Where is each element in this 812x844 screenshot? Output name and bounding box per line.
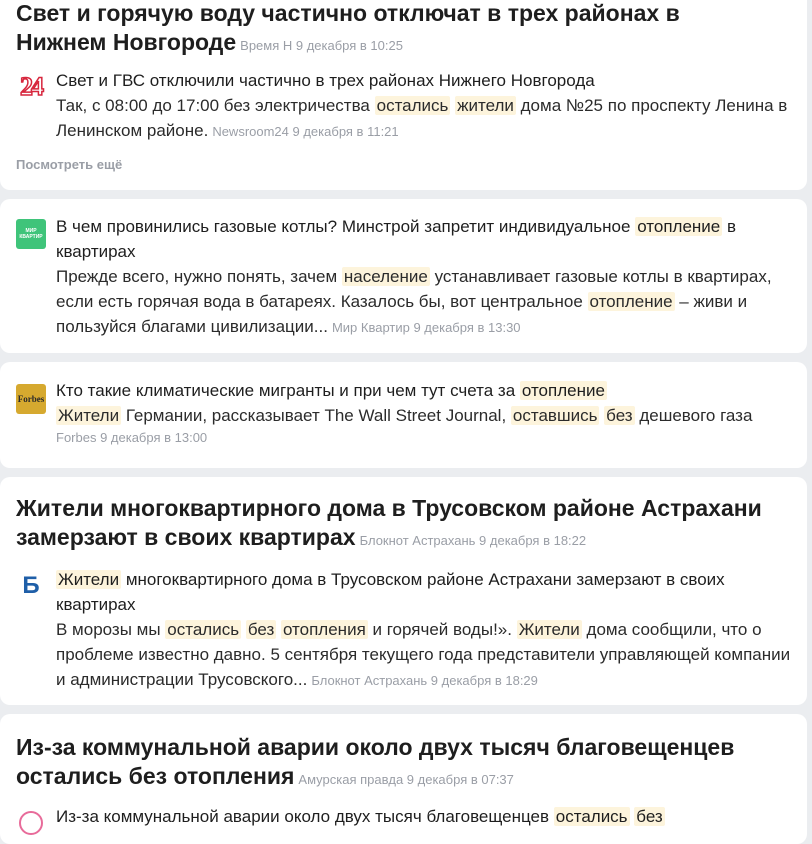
- news-card-1: [0, 0, 807, 190]
- highlight: без: [247, 620, 275, 639]
- item-meta: Forbes 9 декабря в 13:00: [56, 430, 208, 445]
- item-text: В морозы мы остались без отопления и горячей воды!». Жители дома сообщили, что о проблеме известно давно. 5 сентября текущего года представители управляющей компании и администрации Трусовского... Блокнот Астрахань 9 декабря в 18:29: [56, 620, 791, 689]
- story-item[interactable]: [56, 804, 791, 829]
- item-meta: Блокнот Астрахань 9 декабря в 18:29: [311, 673, 538, 688]
- highlight: оставшись: [512, 406, 598, 425]
- show-more-link[interactable]: Посмотреть ещё: [16, 157, 123, 172]
- item-title[interactable]: Жители многоквартирного дома в Трусовском районе Астрахани замерзают в своих квартирах: [56, 570, 725, 614]
- amur-pravda-logo-icon: [16, 808, 46, 838]
- news-card-2: [0, 199, 807, 353]
- item-title[interactable]: Свет и ГВС отключили частично в трех районах Нижнего Новгорода: [56, 71, 595, 90]
- highlight: Жители: [58, 570, 120, 589]
- highlight: отопление: [589, 292, 673, 311]
- highlight: остались: [555, 807, 628, 826]
- story-meta: Амурская правда 9 декабря в 07:37: [298, 772, 514, 787]
- newsroom24-logo-icon: 24: [20, 72, 42, 101]
- news-card-3: [0, 362, 807, 468]
- highlight: Жители: [58, 406, 120, 425]
- story-meta: Блокнот Астрахань 9 декабря в 18:22: [359, 533, 587, 548]
- story-title[interactable]: Жители многоквартирного дома в Трусовском районе Астрахани замерзают в своих квартирах Блокнот Астрахань 9 декабря в 18:22: [16, 495, 762, 550]
- highlight: без: [606, 406, 633, 425]
- highlight: Жители: [518, 620, 580, 639]
- highlight: без: [636, 807, 663, 826]
- highlight: отопление: [521, 381, 605, 400]
- forbes-logo-icon: Forbes: [16, 384, 46, 414]
- item-meta: Newsroom24 9 декабря в 11:21: [212, 124, 399, 139]
- story-item[interactable]: [56, 214, 791, 340]
- story-item[interactable]: [56, 378, 791, 445]
- item-text: Прежде всего, нужно понять, зачем население устанавливает газовые котлы в квартирах, если есть горячая вода в батареях. Казалось бы, вот центральное отопление – живи и пользуйся благами цивилизации... Мир Квартир 9 декабря в 13:30: [56, 267, 772, 336]
- bloknot-logo-icon: Б: [22, 572, 40, 599]
- highlight: остались: [167, 620, 240, 639]
- story-title[interactable]: Свет и горячую воду частично отключат в трех районах в Нижнем Новгороде Время Н 9 декабря в 10:25: [16, 0, 680, 55]
- story-item[interactable]: [56, 567, 791, 693]
- story-title[interactable]: Из-за коммунальной аварии около двух тысяч благовещенцев остались без отопления Амурская правда 9 декабря в 07:37: [16, 734, 735, 789]
- news-card-5: [0, 714, 807, 844]
- highlight: отопление: [637, 217, 721, 236]
- item-meta: Мир Квартир 9 декабря в 13:30: [331, 320, 521, 335]
- mir-kvartir-logo-icon: МИР КВАРТИР: [16, 219, 46, 249]
- story-item[interactable]: [56, 68, 791, 144]
- story-meta: Время Н 9 декабря в 10:25: [240, 38, 403, 53]
- highlight: жители: [457, 96, 514, 115]
- news-card-4: [0, 477, 807, 705]
- item-text: Так, с 08:00 до 17:00 без электричества остались жители дома №25 по проспекту Ленина в Ленинском районе. Newsroom24 9 декабря в 11:21: [56, 96, 788, 140]
- highlight: остались: [376, 96, 449, 115]
- highlight: отопления: [282, 620, 366, 639]
- item-title[interactable]: В чем провинились газовые котлы? Минстрой запретит индивидуальное отопление в квартирах: [56, 217, 737, 261]
- highlight: население: [343, 267, 428, 286]
- item-title[interactable]: Кто такие климатические мигранты и при чем тут счета за отопление: [56, 381, 605, 400]
- item-title[interactable]: Из-за коммунальной аварии около двух тысяч благовещенцев остались без: [56, 807, 663, 826]
- item-text: Жители Германии, рассказывает The Wall Street Journal, оставшись без дешевого газа: [58, 406, 753, 425]
